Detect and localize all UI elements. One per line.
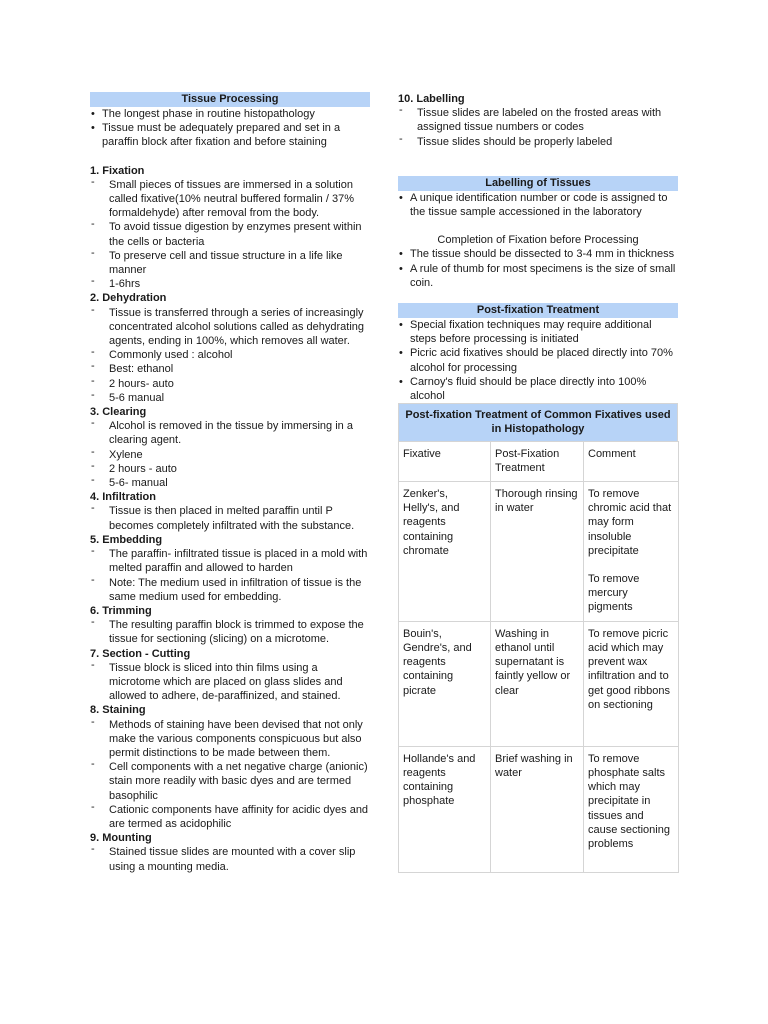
completion-title: Completion of Fixation before Processing xyxy=(437,234,639,247)
table-row xyxy=(399,746,679,872)
embedding-list xyxy=(90,547,370,604)
table-header-row xyxy=(399,441,679,481)
list-item: • Carnoy's fluid should be place directly into 100% alcohol xyxy=(398,375,678,403)
list-item: • The longest phase in routine histopathology xyxy=(90,107,370,121)
list-item: - 2 hours- auto xyxy=(90,377,370,391)
list-item: - Cationic components have affinity for acidic dyes and are termed as acidophilic xyxy=(90,803,370,831)
right-column xyxy=(398,92,678,873)
section-title-embedding: 5. Embedding xyxy=(90,533,163,546)
list-item: - To preserve cell and tissue structure in a life like manner xyxy=(90,249,370,277)
section-title-trimming: 6. Trimming xyxy=(90,604,152,617)
list-item: - Cell components with a net negative charge (anionic) stain more readily with basic dyes and are termed basophilic xyxy=(90,760,370,803)
list-item: - Tissue block is sliced into thin films using a microtome which are placed on glass slides and allowed to adhere, de-paraffinized, and stained. xyxy=(90,661,370,704)
section-title-section-cutting: 7. Section - Cutting xyxy=(90,647,191,660)
comment-text: To remove chromic acid that may form insoluble precipitate xyxy=(588,488,672,557)
list-item: - Tissue is transferred through a series of increasingly concentrated alcohol solutions called as dehydrating agents, ending in 100%, which removes all water. xyxy=(90,306,370,349)
left-column xyxy=(90,92,370,874)
table-row xyxy=(399,621,679,746)
list-item: - 1-6hrs xyxy=(90,277,370,291)
tissue-processing-header: Tissue Processing xyxy=(90,92,370,107)
section-title-labelling: 10. Labelling xyxy=(398,93,465,105)
table-cell: Hollande's and reagents containing phosphate xyxy=(399,746,491,872)
list-item: - 5-6 manual xyxy=(90,391,370,405)
mounting-list xyxy=(90,845,370,873)
completion-list xyxy=(398,247,678,290)
section-cutting-list xyxy=(90,661,370,704)
list-item: • The tissue should be dissected to 3-4 mm in thickness xyxy=(398,247,678,261)
list-item: • Picric acid fixatives should be placed directly into 70% alcohol for processing xyxy=(398,346,678,374)
section-title-dehydration: 2. Dehydration xyxy=(90,292,167,305)
clearing-list xyxy=(90,419,370,490)
dehydration-list xyxy=(90,306,370,405)
list-item: - Methods of staining have been devised that not only make the various components conspicuous but also permit distinctions to be made between them. xyxy=(90,718,370,761)
list-item: - Xylene xyxy=(90,448,370,462)
section-title-staining: 8. Staining xyxy=(90,704,146,717)
list-item: - The resulting paraffin block is trimmed to expose the tissue for sectioning (slicing) on a microtome. xyxy=(90,618,370,646)
list-item: • Tissue must be adequately prepared and set in a paraffin block after fixation and before staining xyxy=(90,121,370,149)
post-fixation-list xyxy=(398,318,678,403)
column-header: Post-Fixation Treatment xyxy=(491,441,584,481)
labelling-of-tissues-header: Labelling of Tissues xyxy=(398,176,678,191)
list-item: - Tissue slides are labeled on the frosted areas with assigned tissue numbers or codes xyxy=(398,106,678,134)
fixatives-table xyxy=(398,441,679,873)
fixation-list xyxy=(90,178,370,292)
list-item: - Stained tissue slides are mounted with a cover slip using a mounting media. xyxy=(90,845,370,873)
list-item: - Alcohol is removed in the tissue by immersing in a clearing agent. xyxy=(90,419,370,447)
list-item: - Tissue is then placed in melted paraffin until P becomes completely infiltrated with the substance. xyxy=(90,504,370,532)
trimming-list xyxy=(90,618,370,646)
list-item: • A unique identification number or code is assigned to the tissue sample accessioned in the laboratory xyxy=(398,191,678,219)
list-item: - 5-6- manual xyxy=(90,476,370,490)
table-title: Post-fixation Treatment of Common Fixatives used in Histopathology xyxy=(398,403,678,440)
table-row xyxy=(399,482,679,622)
list-item: - Small pieces of tissues are immersed in a solution called fixative(10% neutral buffered formalin / 37% formaldehyde) after removal from the body. xyxy=(90,178,370,221)
list-item: - Note: The medium used in infiltration of tissue is the same medium used for embedding. xyxy=(90,576,370,604)
post-fixation-header: Post-fixation Treatment xyxy=(398,303,678,318)
section-title-infiltration: 4. Infiltration xyxy=(90,491,156,504)
table-cell: To remove picric acid which may prevent wax infiltration and to get good ribbons on sectioning xyxy=(584,621,679,746)
table-cell: Brief washing in water xyxy=(491,746,584,872)
table-cell: To remove phosphate salts which may precipitate in tissues and cause sectioning problems xyxy=(584,746,679,872)
list-item: - Best: ethanol xyxy=(90,362,370,376)
section-title-mounting: 9. Mounting xyxy=(90,832,152,845)
section-title-fixation: 1. Fixation xyxy=(90,164,145,177)
infiltration-list xyxy=(90,504,370,532)
table-cell: Zenker's, Helly's, and reagents containing chromate xyxy=(399,482,491,622)
section-title-clearing: 3. Clearing xyxy=(90,406,147,419)
list-item: - The paraffin- infiltrated tissue is placed in a mold with melted paraffin and allowed to harden xyxy=(90,547,370,575)
list-item: - Tissue slides should be properly labeled xyxy=(398,135,678,149)
intro-list xyxy=(90,107,370,150)
column-header: Comment xyxy=(584,441,679,481)
table-cell: Bouin's, Gendre's, and reagents containing picrate xyxy=(399,621,491,746)
comment-text: To remove mercury pigments xyxy=(588,573,640,614)
staining-list xyxy=(90,718,370,832)
table-cell: Thorough rinsing in water xyxy=(491,482,584,622)
column-header: Fixative xyxy=(399,441,491,481)
labelling-tissues-list xyxy=(398,191,678,219)
table-cell: Washing in ethanol until supernatant is faintly yellow or clear xyxy=(491,621,584,746)
list-item: - 2 hours - auto xyxy=(90,462,370,476)
labelling-list xyxy=(398,106,678,149)
list-item: • Special fixation techniques may require additional steps before processing is initiated xyxy=(398,318,678,346)
list-item: - Commonly used : alcohol xyxy=(90,348,370,362)
list-item: - To avoid tissue digestion by enzymes present within the cells or bacteria xyxy=(90,220,370,248)
list-item: • A rule of thumb for most specimens is the size of small coin. xyxy=(398,262,678,290)
table-cell xyxy=(584,482,679,622)
